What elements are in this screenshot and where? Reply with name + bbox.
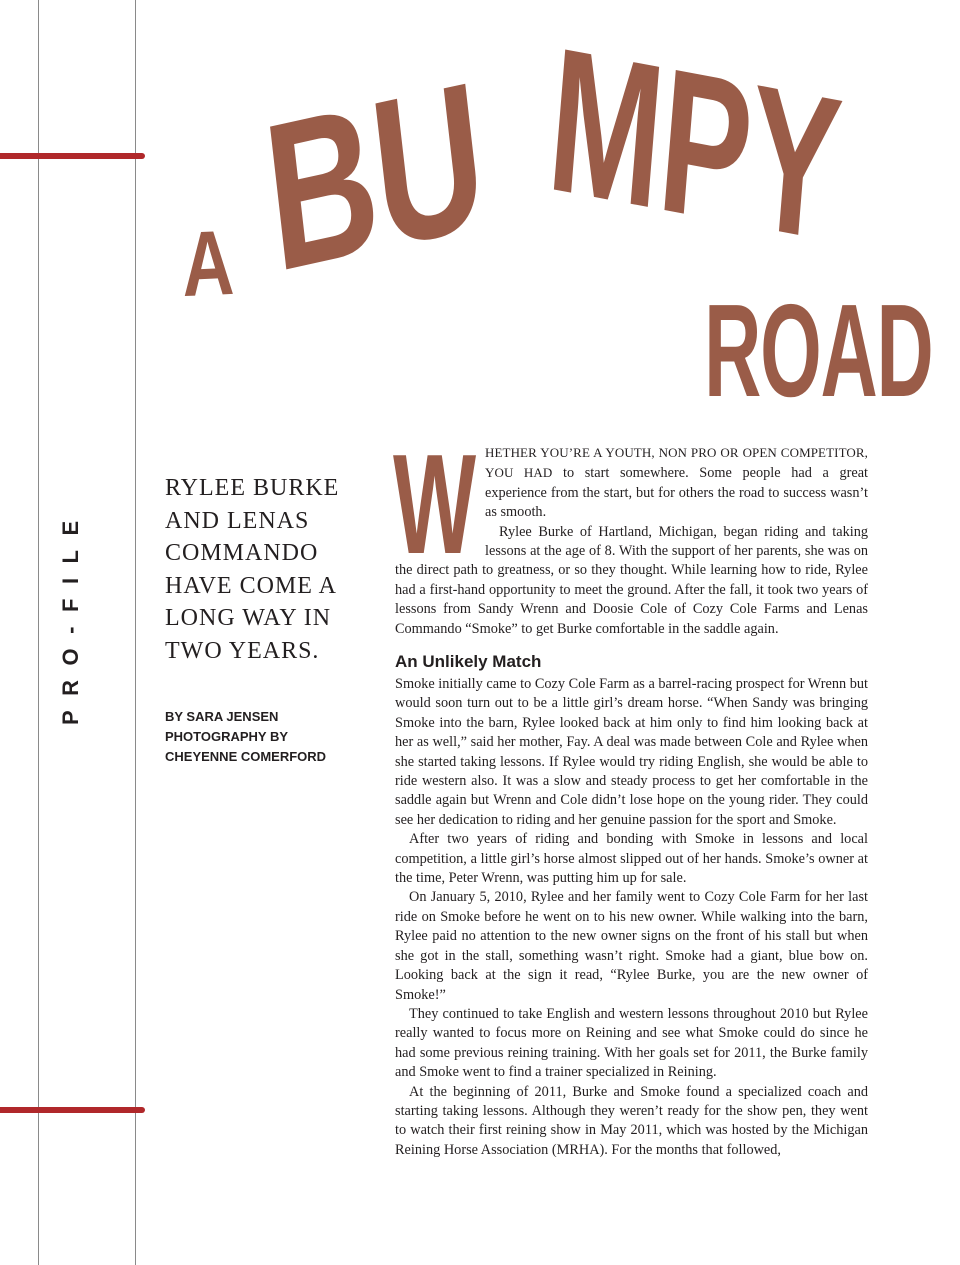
article-intro bbox=[395, 443, 868, 639]
left-margin-rule bbox=[38, 0, 39, 1265]
title-word-bu: BU bbox=[254, 37, 495, 316]
photo-credit: PHOTOGRAPHY BY bbox=[165, 729, 289, 744]
deck-line: TWO YEARS. bbox=[165, 637, 320, 664]
article-body bbox=[395, 675, 868, 1160]
deck bbox=[165, 472, 345, 667]
byline bbox=[165, 707, 365, 767]
bottom-accent-bar bbox=[0, 1107, 145, 1113]
title-word-a: A bbox=[180, 211, 234, 317]
intro-text: to start somewhere. Some people had a great experience from the start, but for others the road to success wasn’t as smooth. bbox=[485, 465, 869, 521]
deck-line: HAVE COME A bbox=[165, 572, 337, 599]
article-paragraph: After two years of riding and bonding with Smoke in lessons and local competition, a little girl’s horse almost slipped out of her hands. Smoke’s owner at the time, Peter Wrenn, was putting him up for sale. bbox=[395, 831, 868, 887]
sidebar-rule bbox=[135, 0, 136, 1265]
section-label: PRO-FILE bbox=[58, 506, 83, 725]
intro-smallcaps: HETHER YOU’RE A YOUTH, NON PRO OR OPEN COMPETITOR, YOU HAD bbox=[485, 445, 868, 481]
deck-line: LONG WAY IN bbox=[165, 605, 332, 631]
deck-line: AND LENAS bbox=[165, 507, 310, 534]
drop-cap: W bbox=[393, 425, 477, 584]
article-paragraph: Rylee Burke of Hartland, Michigan, began riding and taking lessons at the age of 8. With the support of her parents, she was on the direct path to greatness, or so they thought. While learning how to ride, Rylee had a first-hand opportunity to meet the ground. After the fall, it took two years of lessons from Sandy Wrenn and Doosie Cole of Cozy Cole Farms and Lenas Commando “Smoke” to get Burke comfortable in the saddle again. bbox=[395, 523, 868, 637]
article-paragraph: At the beginning of 2011, Burke and Smoke found a specialized coach and starting taking lessons. Although they weren’t ready for the show pen, they went to watch their first reining show in May 2011, which was hosted by the Michigan Reining Horse Association (MRHA). For the months that followed, bbox=[395, 1083, 868, 1158]
author-credit: BY SARA JENSEN bbox=[165, 709, 279, 724]
title-word-mpy: MPY bbox=[541, 4, 847, 285]
photographer-name: CHEYENNE COMERFORD bbox=[165, 749, 327, 764]
deck-line: RYLEE BURKE bbox=[165, 475, 340, 501]
article-paragraph: Smoke initially came to Cozy Cole Farm as a barrel-racing prospect for Wrenn but would soon turn out to be a little girl’s dream horse. “When Sandy was bringing Smoke into the barn, Rylee looked back at him only to find him looking back at her as well,” said her mother, Fay. A deal was made between Cole and Rylee when she started taking lessons. If Rylee would try riding English, she would be able to ride western also. It was a slow and steady process to get her comfortable in the saddle again but Wrenn and Cole didn’t lose hope on the young rider. They could see her dedication to riding and her genuine passion for the sport and Smoke. bbox=[395, 676, 868, 828]
drop-cap-space bbox=[395, 443, 485, 551]
deck-line: COMMANDO bbox=[165, 540, 319, 566]
article-paragraph: On January 5, 2010, Rylee and her family went to Cozy Cole Farm for her last ride on Smoke before he went on to his new owner. While walking into the barn, Rylee paid no attention to the new owner signs on the front of his stall but when she got in the stall, something wasn’t right. Smoke had a giant, blue bow on. Looking back at the sign it read, “Rylee Burke, you are the new owner of Smoke!” bbox=[395, 889, 868, 1003]
article-paragraph: They continued to take English and western lessons throughout 2010 but Rylee really wanted to focus more on Reining and see what Smoke could do since he had some previous reining training. With her goals set for 2011, the Burke family and Smoke went to find a trainer specialized in Reining. bbox=[395, 1005, 868, 1081]
top-accent-bar bbox=[0, 153, 145, 159]
title-word-road: ROAD bbox=[704, 277, 933, 424]
section-subhead: An Unlikely Match bbox=[395, 652, 542, 671]
